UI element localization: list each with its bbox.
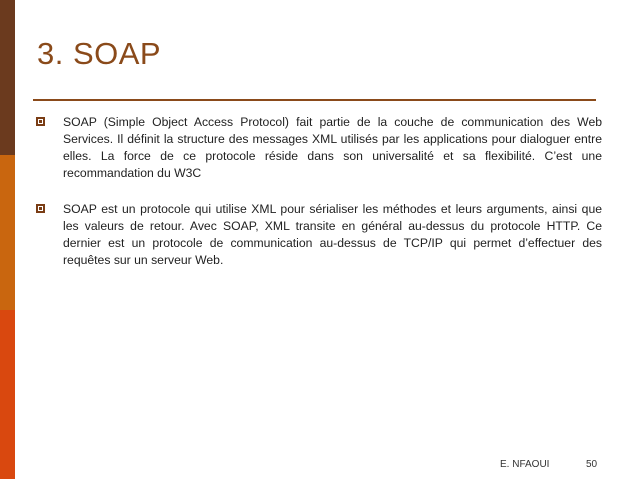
bullet-text: SOAP (Simple Object Access Protocol) fait partie de la couche de communication des Web Services. Il définit la structure des messages XML utilisés par les applications pour dialoguer entre elles. La force de ce protocole réside dans son universalité et sa flexibilité. C’est une recommandation du W3C (63, 115, 602, 180)
left-stripe-bottom (0, 310, 15, 479)
footer-author: E. NFAOUI (500, 459, 550, 470)
title-divider (33, 99, 596, 101)
square-bullet-icon (36, 117, 45, 126)
page-number: 50 (586, 459, 598, 470)
left-stripe-top (0, 0, 15, 155)
bullet-item (36, 114, 602, 182)
bullet-text: SOAP est un protocole qui utilise XML pour sérialiser les méthodes et leurs arguments, ainsi que les valeurs de retour. Avec SOAP, XML transite en général au-dessus du protocole HTTP. Ce dernier est un protocole de communication au-dessus de TCP/IP qui permet d’effectuer des requêtes sur un serveur Web. (63, 202, 602, 267)
square-bullet-icon (36, 204, 45, 213)
slide-title: 3. SOAP (37, 36, 162, 71)
bullet-item (36, 201, 602, 269)
bullet-list (36, 114, 602, 288)
left-stripe-middle (0, 155, 15, 310)
